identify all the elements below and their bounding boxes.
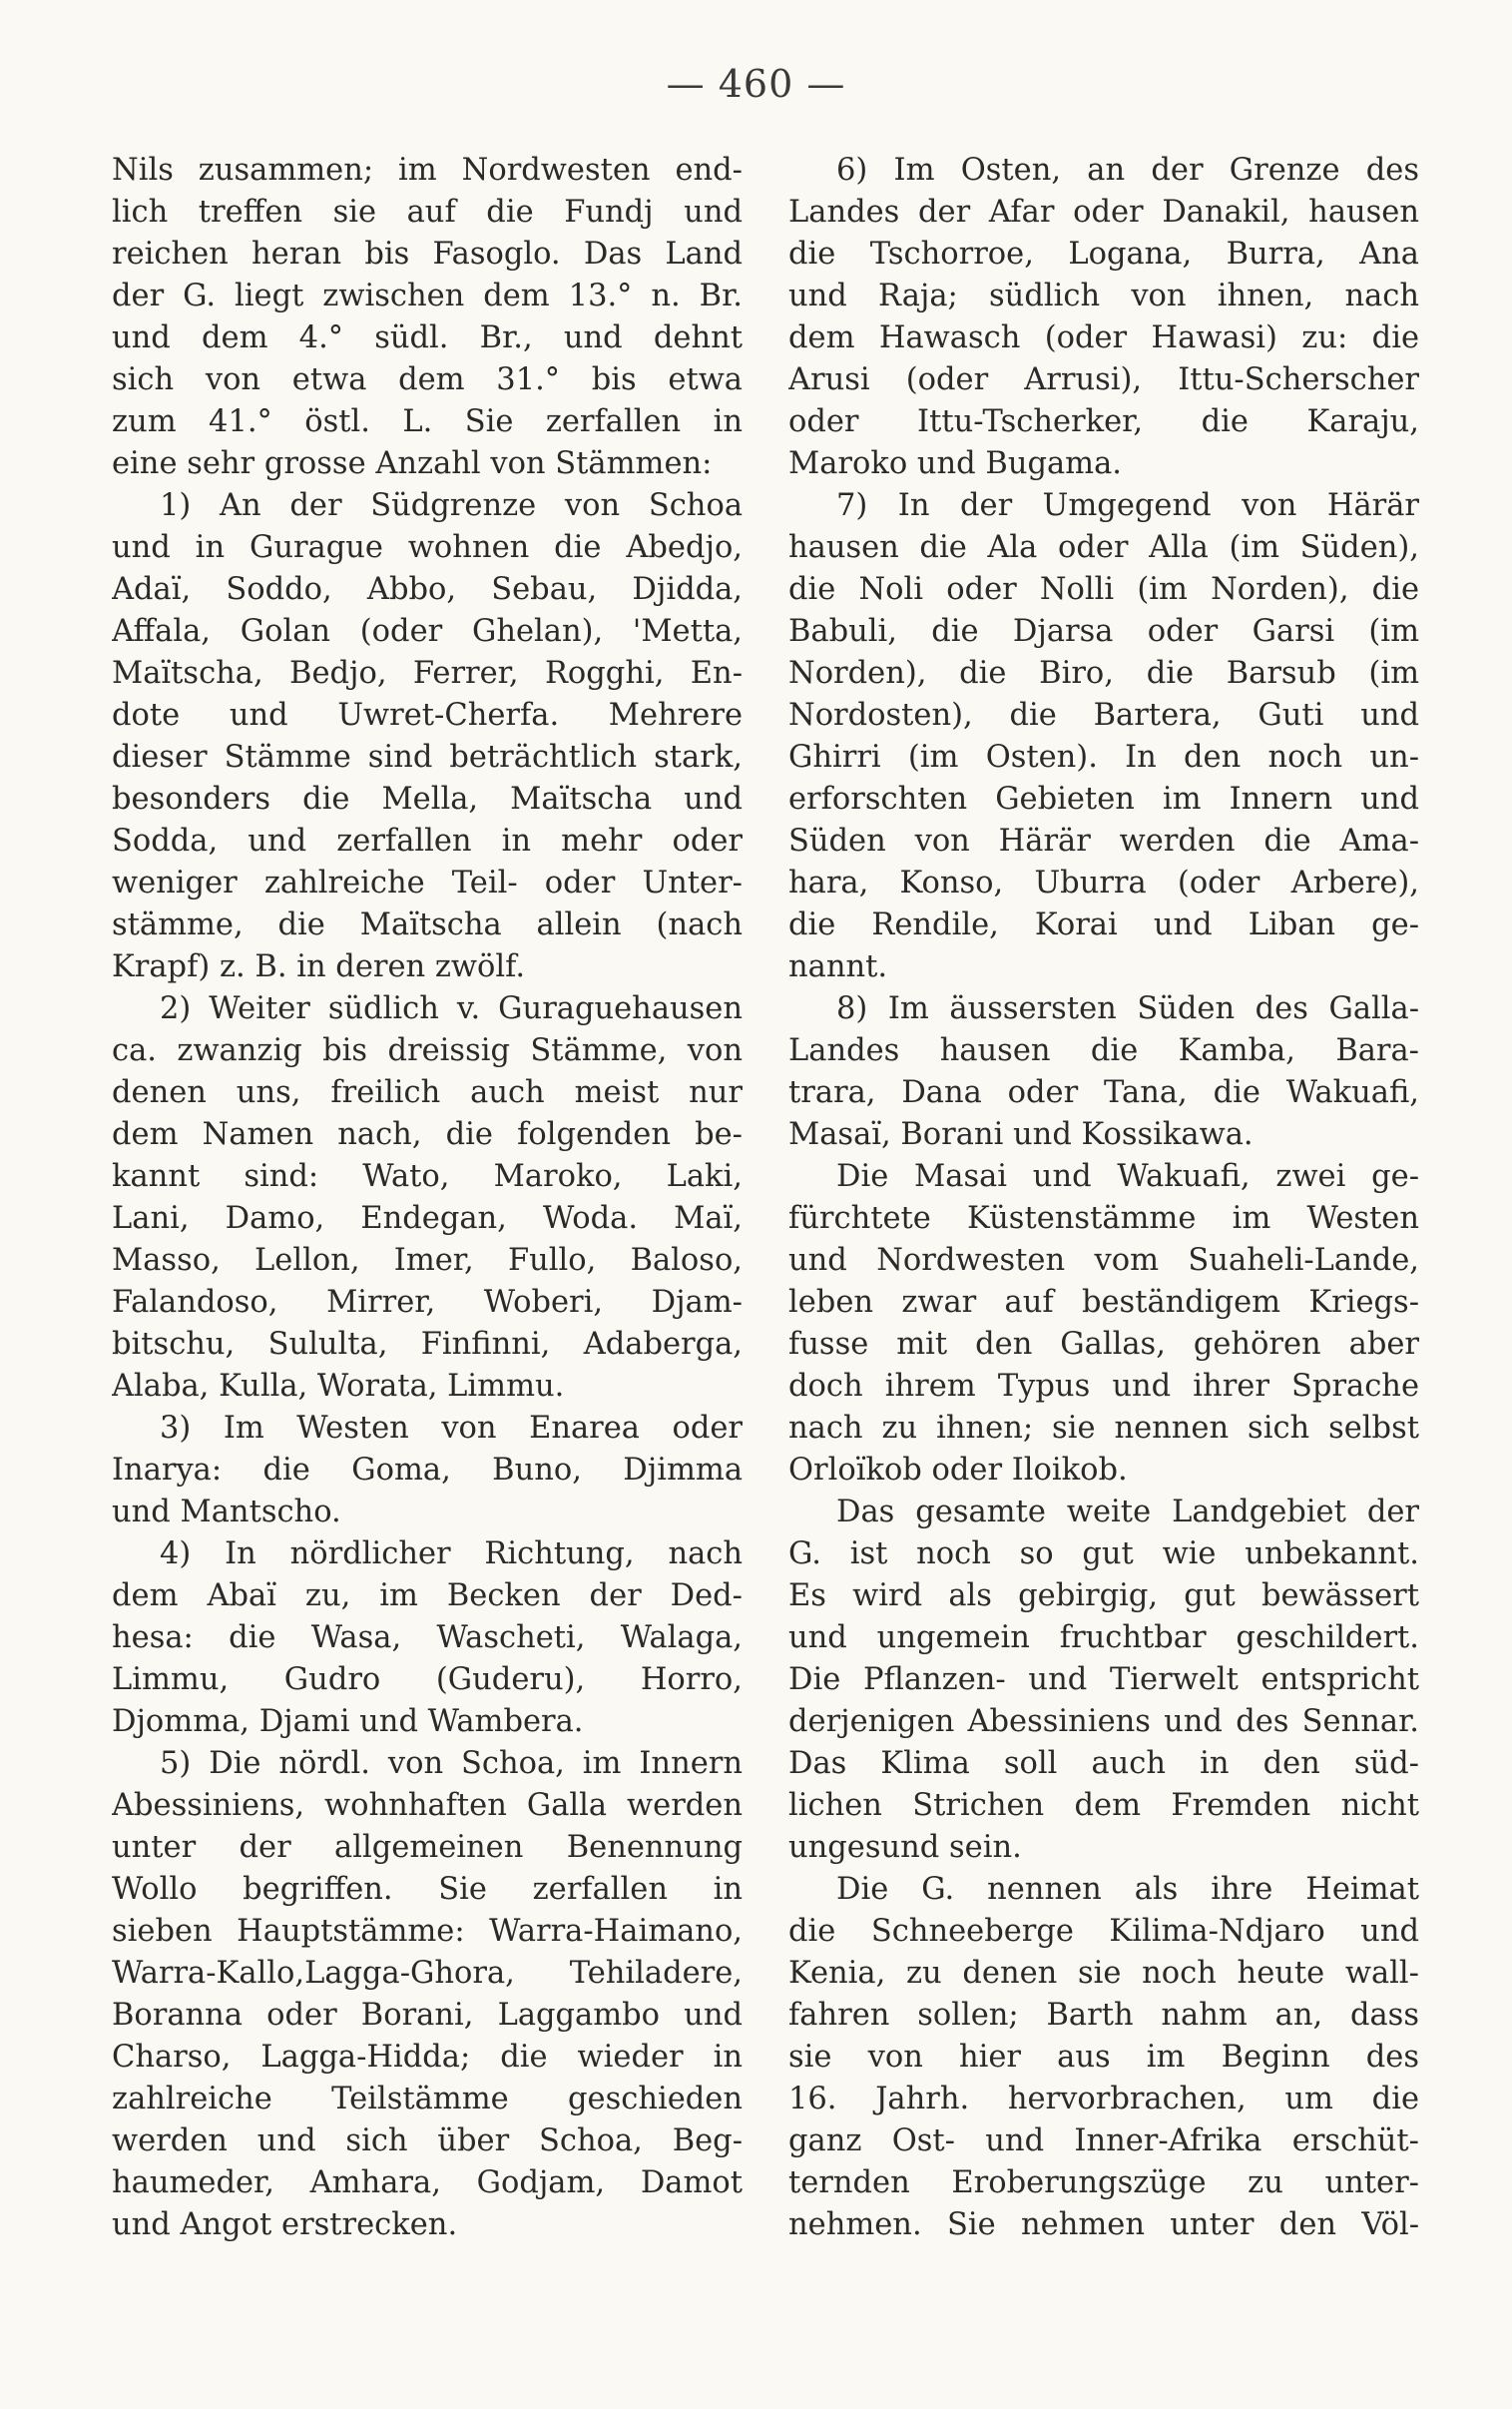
text-line: bitschu, Sululta, Finfinni, Adaberga, <box>112 1327 743 1362</box>
text-line: Wollo begriffen. Sie zerfallen in <box>112 1872 743 1907</box>
text-line: und Raja; südlich von ihnen, nach <box>788 279 1419 313</box>
text-line: und ungemein fruchtbar geschildert. <box>788 1620 1419 1655</box>
text-line: denen uns, freilich auch meist nur <box>112 1075 743 1110</box>
text-line: Adaï, Soddo, Abbo, Sebau, Djidda, <box>112 572 743 607</box>
text-line: 8) Im äussersten Süden des Galla- <box>836 991 1419 1026</box>
text-line: Krapf) z. B. in deren zwölf. <box>112 949 526 984</box>
text-line: Arusi (oder Arrusi), Ittu-Scherscher <box>788 362 1419 397</box>
text-line: leben zwar auf beständigem Kriegs- <box>788 1285 1419 1320</box>
text-line: Boranna oder Borani, Laggambo und <box>112 1998 743 2033</box>
text-line: dem Hawasch (oder Hawasi) zu: die <box>788 320 1419 355</box>
text-line: und Mantscho. <box>112 1495 341 1529</box>
text-line: Das Klima soll auch in den süd- <box>788 1746 1419 1781</box>
left-column <box>112 150 743 2246</box>
text-line: Süden von Härär werden die Ama- <box>788 824 1419 859</box>
text-line: 2) Weiter südlich v. Guraguehausen <box>160 991 743 1026</box>
text-line: Die Masai und Wakuafi, zwei ge- <box>836 1159 1419 1194</box>
text-line: 7) In der Umgegend von Härär <box>836 488 1419 523</box>
text-line: derjenigen Abessiniens und des Sennar. <box>788 1704 1419 1739</box>
text-line: fusse mit den Gallas, gehören aber <box>788 1327 1419 1362</box>
text-line: sieben Hauptstämme: Warra-Haimano, <box>112 1914 743 1949</box>
text-line: Affala, Golan (oder Ghelan), 'Metta, <box>112 614 743 649</box>
text-line: Landes der Afar oder Danakil, hausen <box>788 195 1419 230</box>
text-line: dem Abaï zu, im Becken der Ded- <box>112 1578 743 1613</box>
text-line: hausen die Ala oder Alla (im Süden), <box>788 530 1419 565</box>
text-line: Limmu, Gudro (Guderu), Horro, <box>112 1662 743 1697</box>
text-line: nannt. <box>788 949 888 984</box>
text-line: Nordosten), die Bartera, Guti und <box>788 698 1419 733</box>
text-line: 6) Im Osten, an der Grenze des <box>836 153 1419 188</box>
text-line: Landes hausen die Kamba, Bara- <box>788 1033 1419 1068</box>
text-line: 1) An der Südgrenze von Schoa <box>160 488 743 523</box>
text-line: Lani, Damo, Endegan, Woda. Maï, <box>112 1201 743 1236</box>
text-line: Alaba, Kulla, Worata, Limmu. <box>112 1369 565 1404</box>
text-line: fürchtete Küstenstämme im Westen <box>788 1201 1419 1236</box>
text-line: sich von etwa dem 31.° bis etwa <box>112 362 743 397</box>
text-line: ternden Eroberungszüge zu unter- <box>788 2165 1419 2200</box>
text-line: nach zu ihnen; sie nennen sich selbst <box>788 1411 1419 1446</box>
text-line: Die G. nennen als ihre Heimat <box>836 1872 1419 1907</box>
text-line: haumeder, Amhara, Godjam, Damot <box>112 2165 743 2200</box>
text-line: die Tschorroe, Logana, Burra, Ana <box>788 237 1419 272</box>
text-line: ca. zwanzig bis dreissig Stämme, von <box>112 1033 743 1068</box>
text-line: kannt sind: Wato, Maroko, Laki, <box>112 1159 743 1194</box>
text-line: dieser Stämme sind beträchtlich stark, <box>112 740 743 775</box>
text-line: sie von hier aus im Beginn des <box>788 2040 1419 2075</box>
text-line: lich treffen sie auf die Fundj und <box>112 195 743 230</box>
text-line: eine sehr grosse Anzahl von Stämmen: <box>112 446 713 481</box>
text-line: Ghirri (im Osten). In den noch un- <box>788 740 1419 775</box>
right-column <box>788 150 1419 2246</box>
text-line: Masso, Lellon, Imer, Fullo, Baloso, <box>112 1243 743 1278</box>
text-line: und dem 4.° südl. Br., und dehnt <box>112 320 743 355</box>
text-line: und in Gurague wohnen die Abedjo, <box>112 530 743 565</box>
text-line: doch ihrem Typus und ihrer Sprache <box>788 1369 1419 1404</box>
text-line: stämme, die Maïtscha allein (nach <box>112 907 743 942</box>
text-line: zahlreiche Teilstämme geschieden <box>112 2082 743 2116</box>
text-line: Babuli, die Djarsa oder Garsi (im <box>788 614 1419 649</box>
text-line: unter der allgemeinen Benennung <box>112 1830 743 1865</box>
text-line: dem Namen nach, die folgenden be- <box>112 1117 743 1152</box>
text-line: Falandoso, Mirrer, Woberi, Djam- <box>112 1285 743 1320</box>
text-line: Warra-Kallo,Lagga-Ghora, Tehiladere, <box>112 1956 743 1991</box>
text-line: zum 41.° östl. L. Sie zerfallen in <box>112 404 743 439</box>
text-line: ungesund sein. <box>788 1830 1022 1865</box>
text-line: dote und Uwret-Cherfa. Mehrere <box>112 698 743 733</box>
text-line: ganz Ost- und Inner-Afrika erschüt- <box>788 2123 1419 2158</box>
text-line: Djomma, Djami und Wambera. <box>112 1704 584 1739</box>
text-line: besonders die Mella, Maïtscha und <box>112 782 743 817</box>
text-line: hara, Konso, Uburra (oder Arbere), <box>788 866 1419 901</box>
text-line: Norden), die Biro, die Barsub (im <box>788 656 1419 691</box>
text-line: die Noli oder Nolli (im Norden), die <box>788 572 1419 607</box>
text-line: Abessiniens, wohnhaften Galla werden <box>112 1788 743 1823</box>
text-line: der G. liegt zwischen dem 13.° n. Br. <box>112 279 743 313</box>
text-line: G. ist noch so gut wie unbekannt. <box>788 1536 1419 1571</box>
text-line: Die Pflanzen- und Tierwelt entspricht <box>788 1662 1419 1697</box>
text-line: trara, Dana oder Tana, die Wakuafi, <box>788 1075 1419 1110</box>
text-line: 5) Die nördl. von Schoa, im Innern <box>160 1746 743 1781</box>
text-line: lichen Strichen dem Fremden nicht <box>788 1788 1419 1823</box>
text-line: Charso, Lagga-Hidda; die wieder in <box>112 2040 743 2075</box>
text-line: reichen heran bis Fasoglo. Das Land <box>112 237 743 272</box>
text-line: oder Ittu-Tscherker, die Karaju, <box>788 404 1419 439</box>
text-line: und Angot erstrecken. <box>112 2207 458 2242</box>
text-line: Das gesamte weite Landgebiet der <box>836 1495 1419 1529</box>
text-line: Inarya: die Goma, Buno, Djimma <box>112 1453 743 1488</box>
text-line: fahren sollen; Barth nahm an, dass <box>788 1998 1419 2033</box>
text-line: die Schneeberge Kilima-Ndjaro und <box>788 1914 1419 1949</box>
text-line: Nils zusammen; im Nordwesten end- <box>112 153 743 188</box>
text-line: Maïtscha, Bedjo, Ferrer, Rogghi, En- <box>112 656 743 691</box>
text-line: die Rendile, Korai und Liban ge- <box>788 907 1419 942</box>
text-line: hesa: die Wasa, Wascheti, Walaga, <box>112 1620 743 1655</box>
text-line: und Nordwesten vom Suaheli-Lande, <box>788 1243 1419 1278</box>
text-line: Orloïkob oder Iloikob. <box>788 1453 1128 1488</box>
text-line: nehmen. Sie nehmen unter den Völ- <box>788 2207 1419 2242</box>
text-line: Maroko und Bugama. <box>788 446 1122 481</box>
text-line: Masaï, Borani und Kossikawa. <box>788 1117 1254 1152</box>
text-line: weniger zahlreiche Teil- oder Unter- <box>112 866 743 901</box>
page-number: — 460 — <box>666 62 846 106</box>
text-line: 16. Jahrh. hervorbrachen, um die <box>788 2082 1419 2116</box>
text-line: 3) Im Westen von Enarea oder <box>160 1411 743 1446</box>
text-line: werden und sich über Schoa, Beg- <box>112 2123 743 2158</box>
text-line: Sodda, und zerfallen in mehr oder <box>112 824 743 859</box>
text-line: 4) In nördlicher Richtung, nach <box>160 1536 743 1571</box>
text-line: erforschten Gebieten im Innern und <box>788 782 1419 817</box>
text-line: Es wird als gebirgig, gut bewässert <box>788 1578 1419 1613</box>
text-line: Kenia, zu denen sie noch heute wall- <box>788 1956 1419 1991</box>
